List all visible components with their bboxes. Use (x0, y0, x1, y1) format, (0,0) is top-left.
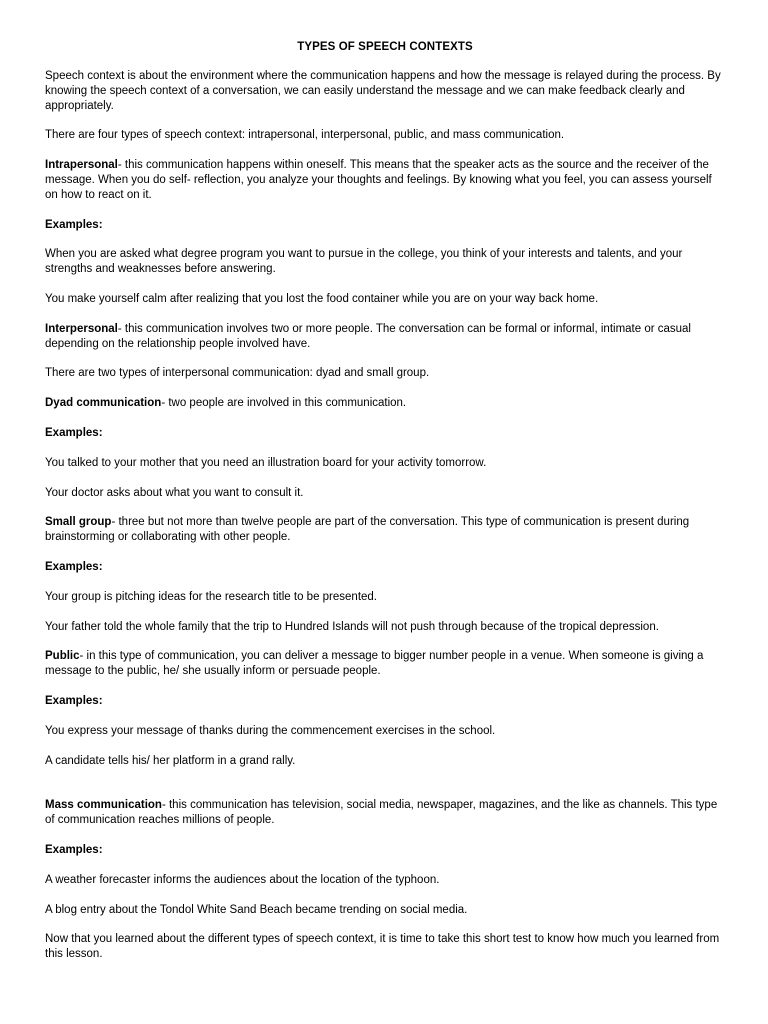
paragraph-text: A blog entry about the Tondol White Sand Beach became trending on social media. (45, 903, 468, 916)
example-paragraph (45, 247, 725, 277)
paragraph-intrapersonal (45, 158, 725, 202)
paragraph-text: When you are asked what degree program you want to pursue in the college, you think of your interests and talents, and your strengths and weaknesses before answering. (45, 248, 683, 276)
document-page (45, 40, 725, 977)
term-heading: Dyad communication (45, 397, 162, 410)
paragraph-small-group (45, 515, 725, 545)
paragraph-text: Your father told the whole family that the trip to Hundred Islands will not push through because of the tropical depression. (45, 620, 659, 633)
term-heading: Examples: (45, 426, 103, 439)
paragraph-intro (45, 69, 725, 113)
examples-heading (45, 218, 725, 233)
paragraph-text: - two people are involved in this communication. (161, 397, 407, 410)
paragraph-text: Now that you learned about the different types of speech context, it is time to take this short test to know how much you learned from this lesson. (45, 933, 720, 961)
example-paragraph (45, 292, 725, 307)
example-paragraph (45, 590, 725, 605)
paragraph-text: A weather forecaster informs the audiences about the location of the typhoon. (45, 873, 440, 886)
document-title: TYPES OF SPEECH CONTEXTS (297, 41, 473, 53)
paragraph-text: There are two types of interpersonal communication: dyad and small group. (45, 367, 430, 380)
term-heading: Small group (45, 516, 112, 529)
paragraph-public (45, 649, 725, 679)
paragraph-dyad (45, 396, 725, 411)
examples-heading (45, 560, 725, 575)
term-heading: Public (45, 650, 80, 663)
example-paragraph (45, 903, 725, 918)
term-heading: Intrapersonal (45, 159, 118, 172)
term-heading: Examples: (45, 694, 103, 707)
paragraph-text: Your doctor asks about what you want to consult it. (45, 486, 304, 499)
paragraph-text: - three but not more than twelve people are part of the conversation. This type of communication is present during brainstorming or collaborating with other people. (45, 516, 690, 544)
paragraph-text: You make yourself calm after realizing that you lost the food container while you are on your way back home. (45, 292, 599, 305)
example-paragraph (45, 456, 725, 471)
paragraph-text: - in this type of communication, you can deliver a message to bigger number people in a venue. When someone is giving a message to the public, he/ she usually inform or persuade people. (45, 650, 704, 678)
example-paragraph (45, 620, 725, 635)
term-heading: Mass communication (45, 799, 162, 812)
paragraph-text: - this communication involves two or more people. The conversation can be formal or informal, intimate or casual depending on the relationship people involved have. (45, 322, 691, 350)
paragraph-mass-communication (45, 798, 725, 828)
paragraph-interpersonal (45, 322, 725, 352)
paragraph-conclusion (45, 932, 725, 962)
paragraph-text: - this communication has television, social media, newspaper, magazines, and the like as channels. This type of communication reaches millions of people. (45, 799, 718, 827)
paragraph-text: You talked to your mother that you need an illustration board for your activity tomorrow. (45, 456, 487, 469)
term-heading: Examples: (45, 218, 103, 231)
paragraph-interpersonal-types (45, 366, 725, 381)
paragraph-text: There are four types of speech context: intrapersonal, interpersonal, public, and mass communication. (45, 129, 565, 142)
paragraph-text: Speech context is about the environment where the communication happens and how the message is relayed during the process. By knowing the speech context of a conversation, we can easily understand the message and we can make feedback clearly and appropriately. (45, 70, 721, 112)
term-heading: Examples: (45, 843, 103, 856)
example-paragraph (45, 873, 725, 888)
term-heading: Interpersonal (45, 322, 118, 335)
examples-heading (45, 426, 725, 441)
paragraph-types-overview (45, 128, 725, 143)
paragraph-text: - this communication happens within oneself. This means that the speaker acts as the source and the receiver of the message. When you do self- reflection, you analyze your thoughts and feelings. By knowing what you feel, you can assess yourself on how to react on it. (45, 159, 712, 201)
example-paragraph (45, 754, 725, 769)
examples-heading (45, 694, 725, 709)
examples-heading (45, 843, 725, 858)
example-paragraph (45, 486, 725, 501)
example-paragraph (45, 724, 725, 739)
term-heading: Examples: (45, 560, 103, 573)
paragraph-text: Your group is pitching ideas for the research title to be presented. (45, 590, 378, 603)
paragraph-text: You express your message of thanks during the commencement exercises in the school. (45, 724, 496, 737)
paragraph-text: A candidate tells his/ her platform in a grand rally. (45, 754, 296, 767)
